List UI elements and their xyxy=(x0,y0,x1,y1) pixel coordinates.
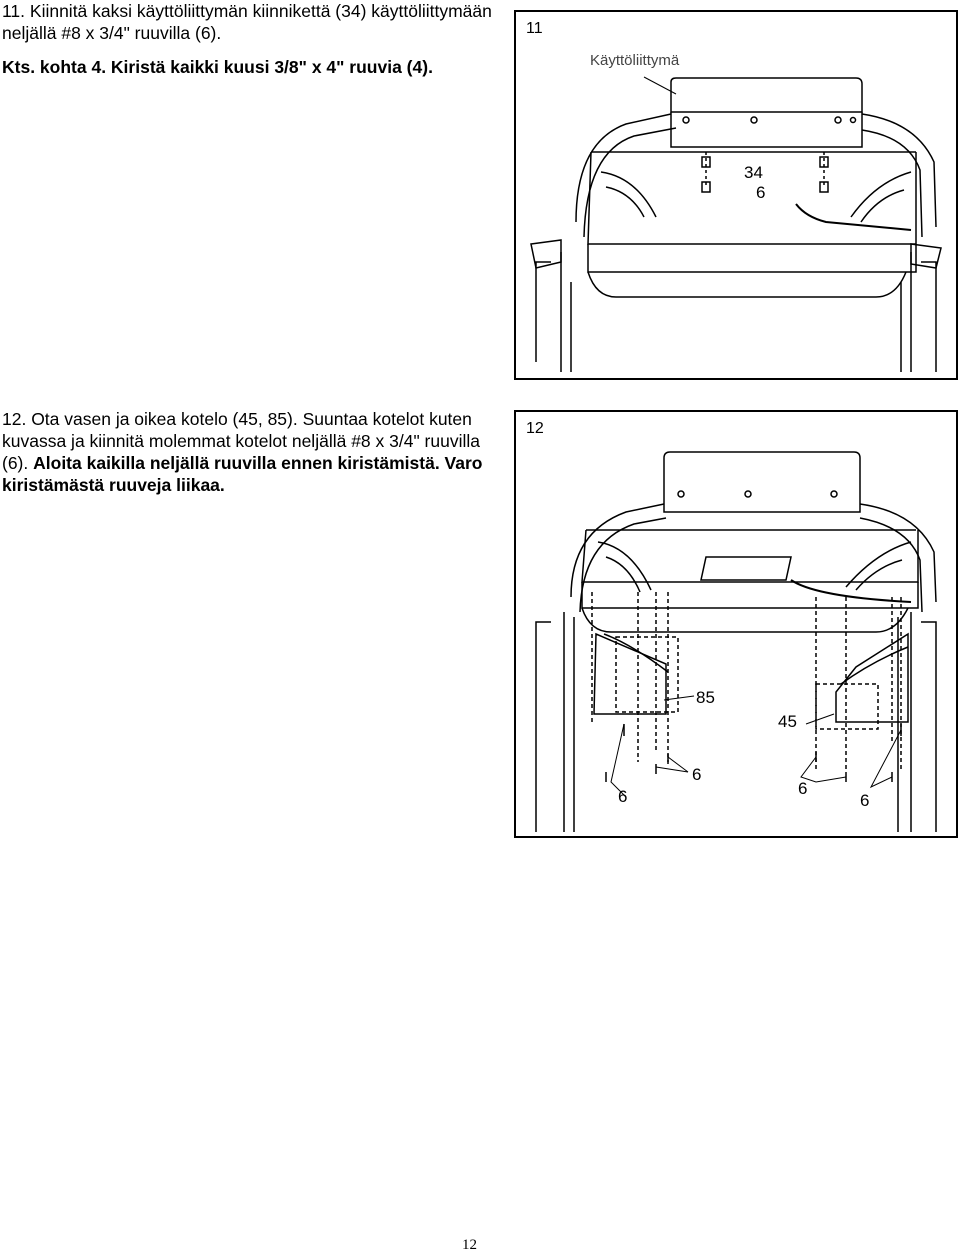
callout-6-far-right: 6 xyxy=(860,791,870,810)
step-11-instruction: 11. Kiinnitä kaksi käyttöliittymän kiinnikettä (34) käyttöliittymään neljällä #8 x 3/4" ruuvilla (6). xyxy=(2,1,492,43)
callout-34: 34 xyxy=(744,163,763,182)
callout-85: 85 xyxy=(696,688,715,707)
page-number: 12 xyxy=(462,1237,477,1253)
figure-11 xyxy=(514,10,958,380)
callout-6: 6 xyxy=(756,183,766,202)
callout-6-left: 6 xyxy=(618,787,628,806)
figure-11-number: 11 xyxy=(526,20,543,37)
step-11-note: Kts. kohta 4. Kiristä kaikki kuusi 3/8" x 4" ruuvia (4). xyxy=(2,57,433,77)
figure-11-drawing xyxy=(516,12,956,378)
step-12-text xyxy=(2,408,502,496)
figure-12-number: 12 xyxy=(526,420,544,437)
figure-12-drawing xyxy=(516,412,956,836)
callout-6-right: 6 xyxy=(798,779,808,798)
figure-12 xyxy=(514,410,958,838)
callout-45: 45 xyxy=(778,712,797,731)
step-12-instruction: 12. Ota vasen ja oikea kotelo (45, 85). Suuntaa kotelot kuten kuvassa ja kiinnitä molemmat kotelot neljällä #8 x 3/4" ruuvilla (6). xyxy=(2,409,480,473)
callout-6-center: 6 xyxy=(692,765,702,784)
console-label: Käyttöliittymä xyxy=(590,52,680,69)
step-12-warning: Aloita kaikilla neljällä ruuvilla ennen kiristämistä. Varo kiristämästä ruuveja liikaa. xyxy=(2,453,483,495)
step-11-text xyxy=(2,0,502,78)
